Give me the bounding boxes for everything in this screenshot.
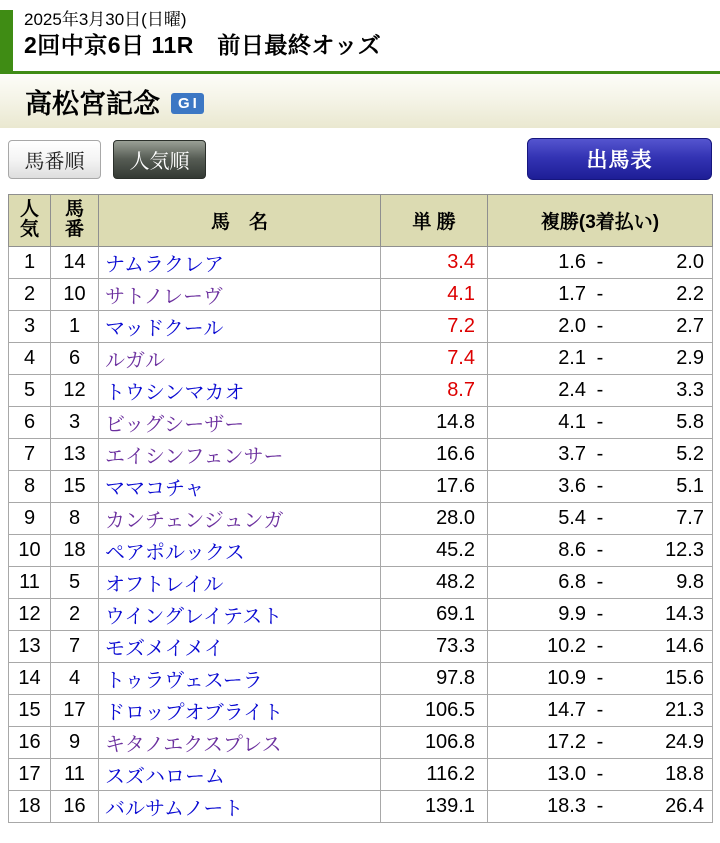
win-odds-value: 8.7	[447, 379, 475, 401]
place-odds-separator: -	[596, 763, 604, 785]
rank-cell: 2	[9, 279, 51, 311]
place-odds-high: 24.9	[665, 731, 704, 753]
win-odds-cell	[381, 663, 488, 695]
place-odds-cell	[488, 599, 713, 631]
place-odds-high: 7.7	[676, 507, 704, 529]
win-odds-value: 97.8	[436, 667, 475, 689]
place-odds-cell	[488, 535, 713, 567]
place-odds-high: 12.3	[665, 539, 704, 561]
entry-table-button[interactable]: 出馬表	[527, 138, 712, 180]
place-odds-low: 2.0	[558, 315, 586, 337]
place-odds-separator: -	[596, 731, 604, 753]
place-odds-low: 3.6	[558, 475, 586, 497]
column-header-place: 複勝(3着払い)	[488, 195, 713, 247]
win-odds-value: 17.6	[436, 475, 475, 497]
table-row	[9, 471, 713, 503]
place-odds-low: 8.6	[558, 539, 586, 561]
rank-cell: 8	[9, 471, 51, 503]
horse-name-link[interactable]: ママコチャ	[105, 478, 205, 500]
place-odds-high: 2.0	[676, 251, 704, 273]
horse-name-cell	[99, 727, 381, 759]
place-odds-separator: -	[596, 379, 604, 401]
place-odds-cell	[488, 727, 713, 759]
place-odds-cell	[488, 407, 713, 439]
place-odds-cell	[488, 759, 713, 791]
horse-name-cell	[99, 535, 381, 567]
place-odds-high: 5.2	[676, 443, 704, 465]
win-odds-cell	[381, 375, 488, 407]
place-odds-low: 4.1	[558, 411, 586, 433]
win-odds-cell	[381, 247, 488, 279]
rank-cell: 17	[9, 759, 51, 791]
place-odds-cell	[488, 311, 713, 343]
odds-table-container	[0, 190, 720, 823]
horse-name-link[interactable]: ルガル	[105, 350, 165, 372]
rank-cell: 10	[9, 535, 51, 567]
horse-name-link[interactable]: ドロップオブライト	[105, 702, 284, 724]
horse-number-cell: 4	[51, 663, 99, 695]
place-odds-low: 3.7	[558, 443, 586, 465]
horse-name-cell	[99, 599, 381, 631]
rank-cell: 13	[9, 631, 51, 663]
table-row	[9, 791, 713, 823]
table-row	[9, 375, 713, 407]
place-odds-separator: -	[596, 635, 604, 657]
race-title-band	[0, 74, 720, 128]
place-odds-low: 18.3	[547, 795, 586, 817]
place-odds-cell	[488, 471, 713, 503]
horse-name-cell	[99, 759, 381, 791]
odds-table	[8, 194, 713, 823]
horse-name-link[interactable]: スズハローム	[105, 766, 225, 788]
horse-number-cell: 3	[51, 407, 99, 439]
column-header-rank	[9, 195, 51, 247]
win-odds-cell	[381, 439, 488, 471]
horse-name-link[interactable]: キタノエクスプレス	[105, 734, 282, 756]
horse-name-link[interactable]: ビッグシーザー	[105, 414, 245, 436]
place-odds-low: 9.9	[558, 603, 586, 625]
rank-cell: 15	[9, 695, 51, 727]
place-odds-low: 1.6	[558, 251, 586, 273]
win-odds-cell	[381, 279, 488, 311]
rank-cell: 16	[9, 727, 51, 759]
horse-name-link[interactable]: ペアポルックス	[105, 542, 245, 564]
race-date: 2025年3月30日(日曜)	[24, 10, 187, 29]
place-odds-low: 1.7	[558, 283, 586, 305]
win-odds-value: 16.6	[436, 443, 475, 465]
place-odds-cell	[488, 791, 713, 823]
place-odds-cell	[488, 247, 713, 279]
horse-name-cell	[99, 439, 381, 471]
place-odds-separator: -	[596, 411, 604, 433]
rank-cell: 3	[9, 311, 51, 343]
win-odds-value: 4.1	[447, 283, 475, 305]
horse-number-cell: 5	[51, 567, 99, 599]
horse-number-cell: 15	[51, 471, 99, 503]
win-odds-value: 45.2	[436, 539, 475, 561]
horse-name-cell	[99, 791, 381, 823]
horse-number-cell: 13	[51, 439, 99, 471]
rank-cell: 5	[9, 375, 51, 407]
horse-name-link[interactable]: マッドクール	[105, 318, 224, 340]
horse-name-link[interactable]: カンチェンジュンガ	[105, 510, 284, 532]
place-odds-separator: -	[596, 603, 604, 625]
table-row	[9, 759, 713, 791]
place-odds-high: 2.9	[676, 347, 704, 369]
horse-name-link[interactable]: トゥラヴェスーラ	[105, 670, 263, 692]
win-odds-cell	[381, 471, 488, 503]
column-header-name: 馬 名	[99, 195, 381, 247]
table-row	[9, 279, 713, 311]
win-odds-cell	[381, 631, 488, 663]
place-odds-cell	[488, 695, 713, 727]
table-row	[9, 247, 713, 279]
horse-number-cell: 12	[51, 375, 99, 407]
horse-name-link[interactable]: エイシンフェンサー	[105, 446, 284, 468]
horse-number-cell: 14	[51, 247, 99, 279]
horse-name-cell	[99, 471, 381, 503]
place-odds-high: 2.7	[676, 315, 704, 337]
place-odds-high: 26.4	[665, 795, 704, 817]
table-row	[9, 663, 713, 695]
odds-table-body	[9, 247, 713, 823]
horse-name-link[interactable]: バルサムノート	[105, 798, 244, 820]
horse-name-link[interactable]: オフトレイル	[105, 574, 224, 596]
win-odds-value: 7.4	[447, 347, 475, 369]
place-odds-separator: -	[596, 795, 604, 817]
horse-name-link[interactable]: トウシンマカオ	[105, 382, 245, 404]
column-header-number-label: 馬番	[64, 198, 84, 241]
horse-number-cell: 2	[51, 599, 99, 631]
table-row	[9, 407, 713, 439]
column-header-rank-label: 人気	[19, 198, 39, 241]
place-odds-low: 14.7	[547, 699, 586, 721]
horse-name-cell	[99, 503, 381, 535]
win-odds-value: 7.2	[447, 315, 475, 337]
place-odds-low: 5.4	[558, 507, 586, 529]
win-odds-value: 69.1	[436, 603, 475, 625]
rank-cell: 18	[9, 791, 51, 823]
horse-name-cell	[99, 311, 381, 343]
win-odds-cell	[381, 695, 488, 727]
table-row	[9, 535, 713, 567]
place-odds-low: 6.8	[558, 571, 586, 593]
place-odds-cell	[488, 503, 713, 535]
rank-cell: 14	[9, 663, 51, 695]
horse-name-link[interactable]: ナムラクレア	[105, 254, 224, 276]
win-odds-cell	[381, 567, 488, 599]
place-odds-low: 17.2	[547, 731, 586, 753]
place-odds-separator: -	[596, 571, 604, 593]
win-odds-value: 106.8	[424, 731, 475, 753]
rank-cell: 12	[9, 599, 51, 631]
horse-name-link[interactable]: モズメイメイ	[105, 638, 224, 660]
place-odds-cell	[488, 439, 713, 471]
win-odds-cell	[381, 343, 488, 375]
place-odds-separator: -	[596, 667, 604, 689]
place-odds-low: 2.4	[558, 379, 586, 401]
place-odds-separator: -	[596, 315, 604, 337]
horse-name-cell	[99, 631, 381, 663]
win-odds-cell	[381, 759, 488, 791]
place-odds-low: 10.9	[547, 667, 586, 689]
rank-cell: 4	[9, 343, 51, 375]
place-odds-cell	[488, 567, 713, 599]
place-odds-separator: -	[596, 347, 604, 369]
win-odds-cell	[381, 503, 488, 535]
table-row	[9, 727, 713, 759]
horse-name-cell	[99, 663, 381, 695]
horse-name-cell	[99, 279, 381, 311]
table-row	[9, 343, 713, 375]
table-row	[9, 311, 713, 343]
horse-name-link[interactable]: サトノレーヴ	[105, 286, 223, 308]
rank-cell: 11	[9, 567, 51, 599]
win-odds-cell	[381, 311, 488, 343]
place-odds-high: 3.3	[676, 379, 704, 401]
place-odds-low: 10.2	[547, 635, 586, 657]
accent-bar	[0, 10, 13, 71]
place-odds-high: 9.8	[676, 571, 704, 593]
win-odds-value: 28.0	[436, 507, 475, 529]
horse-number-cell: 7	[51, 631, 99, 663]
sort-by-number-button[interactable]: 馬番順	[8, 140, 101, 179]
win-odds-value: 48.2	[436, 571, 475, 593]
table-row	[9, 599, 713, 631]
horse-number-cell: 16	[51, 791, 99, 823]
win-odds-value: 3.4	[447, 251, 475, 273]
place-odds-separator: -	[596, 443, 604, 465]
place-odds-separator: -	[596, 539, 604, 561]
page-header	[0, 0, 720, 74]
place-odds-separator: -	[596, 507, 604, 529]
place-odds-separator: -	[596, 251, 604, 273]
place-odds-high: 14.6	[665, 635, 704, 657]
win-odds-value: 14.8	[436, 411, 475, 433]
horse-number-cell: 17	[51, 695, 99, 727]
place-odds-cell	[488, 663, 713, 695]
place-odds-high: 2.2	[676, 283, 704, 305]
rank-cell: 9	[9, 503, 51, 535]
win-odds-cell	[381, 791, 488, 823]
table-row	[9, 503, 713, 535]
grade-badge: GI	[171, 93, 204, 114]
race-meeting-title: 2回中京6日 11R 前日最終オッズ	[24, 32, 382, 59]
win-odds-value: 73.3	[436, 635, 475, 657]
horse-number-cell: 10	[51, 279, 99, 311]
table-row	[9, 695, 713, 727]
horse-name-cell	[99, 407, 381, 439]
place-odds-high: 18.8	[665, 763, 704, 785]
place-odds-cell	[488, 375, 713, 407]
table-row	[9, 567, 713, 599]
rank-cell: 1	[9, 247, 51, 279]
table-row	[9, 631, 713, 663]
place-odds-high: 21.3	[665, 699, 704, 721]
horse-name-cell	[99, 567, 381, 599]
toolbar	[0, 128, 720, 190]
table-header-row	[9, 195, 713, 247]
win-odds-value: 106.5	[424, 699, 475, 721]
horse-name-link[interactable]: ウイングレイテスト	[105, 606, 283, 628]
place-odds-cell	[488, 631, 713, 663]
horse-number-cell: 1	[51, 311, 99, 343]
place-odds-separator: -	[596, 699, 604, 721]
place-odds-high: 5.8	[676, 411, 704, 433]
win-odds-cell	[381, 535, 488, 567]
column-header-number	[51, 195, 99, 247]
horse-name-cell	[99, 247, 381, 279]
win-odds-cell	[381, 599, 488, 631]
win-odds-value: 116.2	[426, 763, 475, 785]
place-odds-cell	[488, 343, 713, 375]
place-odds-separator: -	[596, 475, 604, 497]
win-odds-value: 139.1	[424, 795, 475, 817]
place-odds-high: 14.3	[665, 603, 704, 625]
horse-name-cell	[99, 375, 381, 407]
place-odds-cell	[488, 279, 713, 311]
horse-number-cell: 6	[51, 343, 99, 375]
table-row	[9, 439, 713, 471]
place-odds-high: 5.1	[676, 475, 704, 497]
rank-cell: 7	[9, 439, 51, 471]
horse-number-cell: 18	[51, 535, 99, 567]
horse-name-cell	[99, 343, 381, 375]
place-odds-high: 15.6	[665, 667, 704, 689]
horse-name-cell	[99, 695, 381, 727]
column-header-win: 単 勝	[381, 195, 488, 247]
horse-number-cell: 8	[51, 503, 99, 535]
race-name: 高松宮記念	[25, 88, 160, 119]
place-odds-separator: -	[596, 283, 604, 305]
sort-by-popularity-button[interactable]: 人気順	[113, 140, 206, 179]
place-odds-low: 2.1	[558, 347, 586, 369]
horse-number-cell: 9	[51, 727, 99, 759]
win-odds-cell	[381, 407, 488, 439]
horse-number-cell: 11	[51, 759, 99, 791]
place-odds-low: 13.0	[547, 763, 586, 785]
rank-cell: 6	[9, 407, 51, 439]
win-odds-cell	[381, 727, 488, 759]
